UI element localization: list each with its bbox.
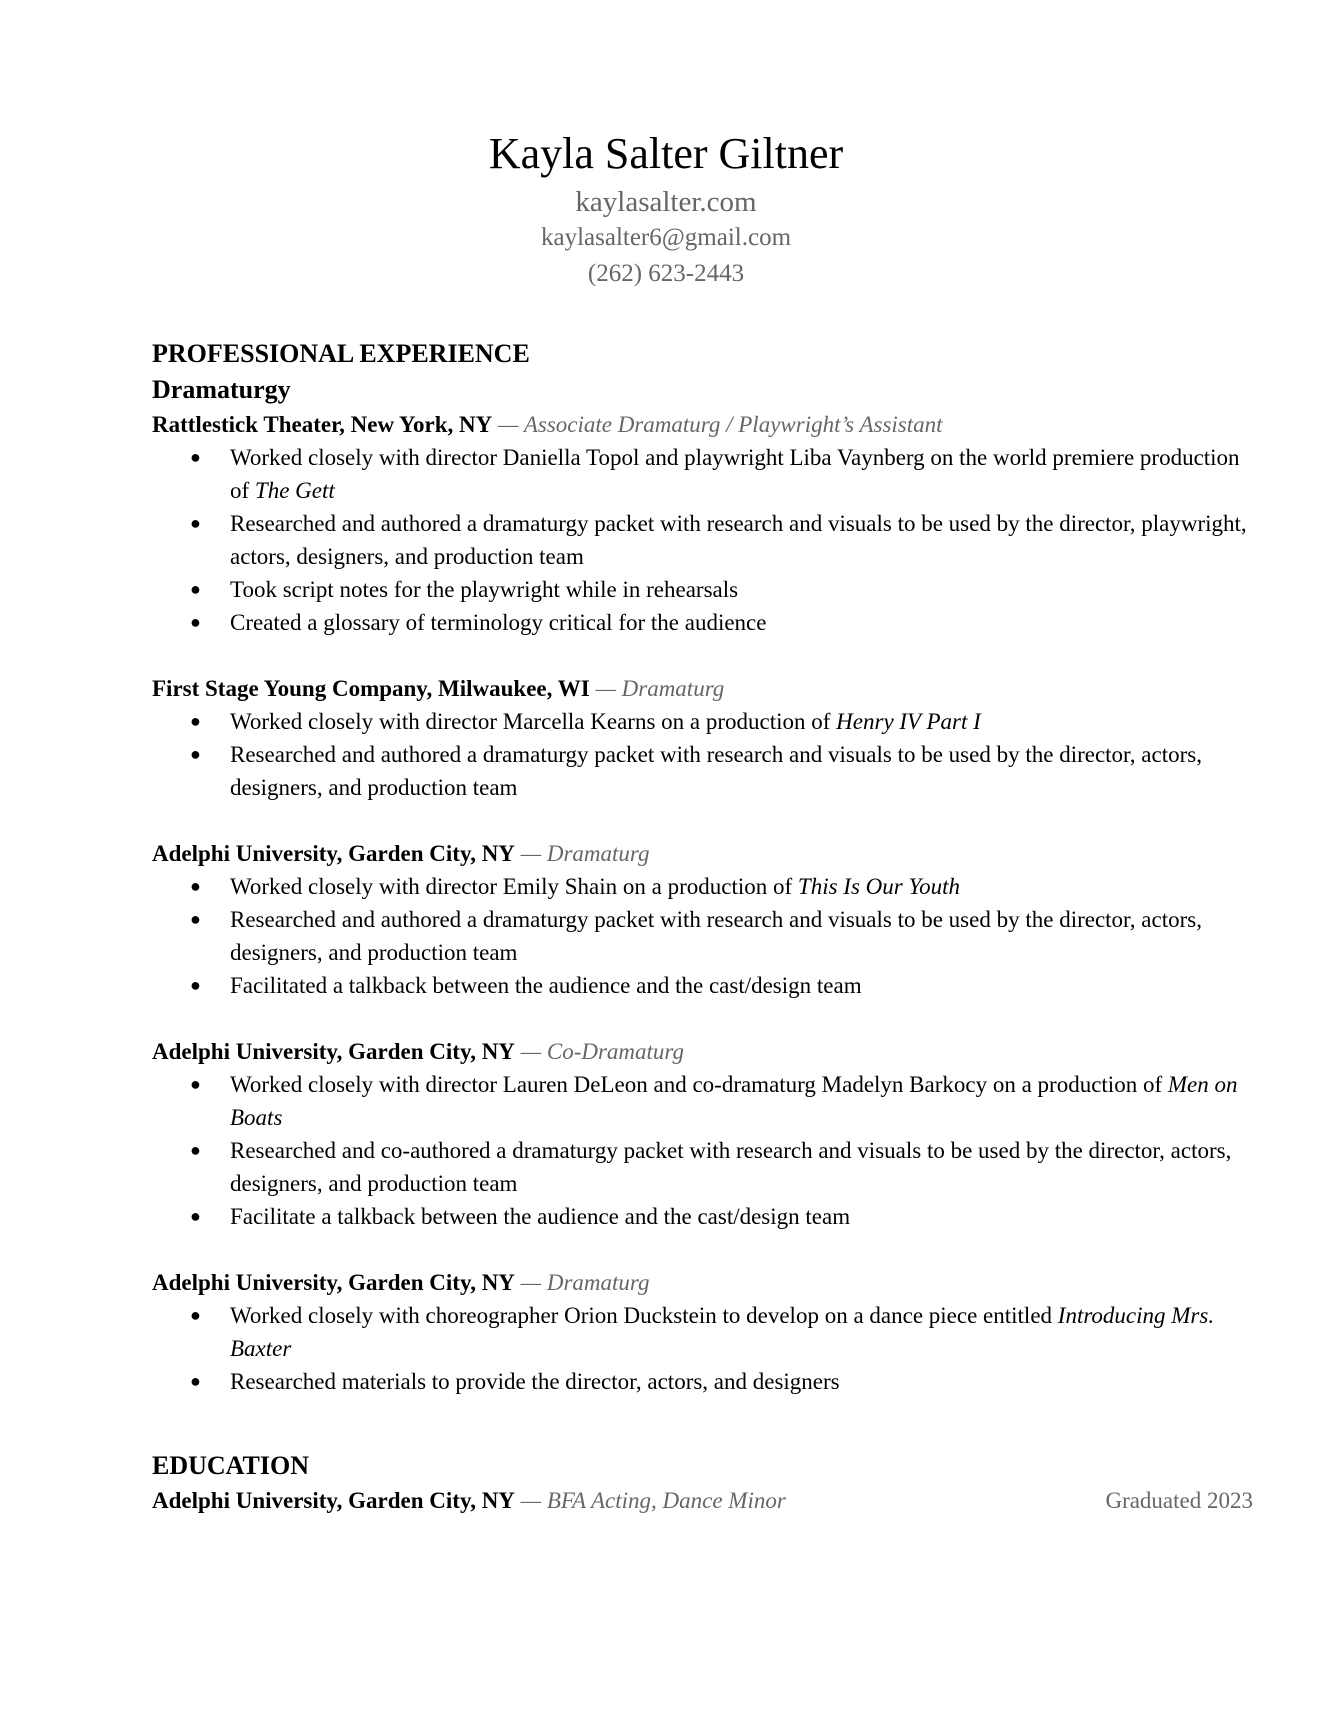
entry-bullet-list bbox=[152, 1068, 1252, 1233]
bullet-text: Researched and authored a dramaturgy packet with research and visuals to be used by the director, actors, designers, and production team bbox=[230, 742, 1202, 800]
subsection-title-dramaturgy: Dramaturgy bbox=[152, 375, 291, 404]
spacer bbox=[152, 1398, 1252, 1448]
bullet-text: Took script notes for the playwright while in rehearsals bbox=[230, 577, 739, 602]
spacer bbox=[152, 1002, 1252, 1035]
spacer bbox=[152, 804, 1252, 837]
experience-entry bbox=[152, 1035, 1252, 1233]
experience-entry bbox=[152, 1266, 1252, 1398]
production-title: Introducing Mrs. Baxter bbox=[230, 1303, 1215, 1361]
bullet-item bbox=[152, 1068, 1252, 1134]
entry-role: — Dramaturg bbox=[589, 676, 725, 701]
bullet-text: Worked closely with director Marcella Kearns on a production of bbox=[230, 709, 837, 734]
bullet-item bbox=[152, 1200, 1252, 1233]
bullet-item bbox=[152, 1134, 1252, 1200]
production-title: Men on Boats bbox=[230, 1072, 1238, 1130]
production-title: This Is Our Youth bbox=[797, 874, 961, 899]
bullet-text: Researched and authored a dramaturgy packet with research and visuals to be used by the director, playwright, actors, designers, and production team bbox=[230, 511, 1247, 569]
bullet-item bbox=[152, 903, 1252, 969]
bullet-item bbox=[152, 870, 1252, 903]
entry-role: — Dramaturg bbox=[514, 1270, 650, 1295]
section-title-experience: PROFESSIONAL EXPERIENCE bbox=[152, 339, 530, 368]
bullet-item bbox=[152, 738, 1252, 804]
entry-bullet-list bbox=[152, 441, 1252, 639]
entry-organization: Adelphi University, Garden City, NY bbox=[152, 1270, 515, 1295]
email-link[interactable]: kaylasalter6@gmail.com bbox=[540, 224, 792, 251]
bullet-text: Created a glossary of terminology critical for the audience bbox=[230, 610, 767, 635]
resume-header bbox=[0, 128, 1332, 292]
bullet-item bbox=[152, 1365, 1252, 1398]
bullet-text: Researched and authored a dramaturgy packet with research and visuals to be used by the director, actors, designers, and production team bbox=[230, 907, 1202, 965]
bullet-item bbox=[152, 705, 1252, 738]
bullet-text: Worked closely with director Daniella Topol and playwright Liba Vaynberg on the world premiere production of bbox=[230, 445, 1240, 503]
education-degree: — BFA Acting, Dance Minor bbox=[514, 1488, 786, 1513]
entry-role: — Dramaturg bbox=[514, 841, 650, 866]
experience-entry bbox=[152, 837, 1252, 1002]
entry-heading bbox=[152, 1266, 1252, 1299]
bullet-item bbox=[152, 507, 1252, 573]
bullet-item bbox=[152, 441, 1252, 507]
entry-organization: First Stage Young Company, Milwaukee, WI bbox=[152, 676, 590, 701]
bullet-text: Researched and co-authored a dramaturgy packet with research and visuals to be used by the director, actors, designers, and production team bbox=[230, 1138, 1232, 1196]
education-entry bbox=[152, 1484, 1252, 1517]
entry-bullet-list bbox=[152, 1299, 1252, 1398]
bullet-text: Facilitate a talkback between the audience and the cast/design team bbox=[230, 1204, 851, 1229]
experience-entry bbox=[152, 408, 1252, 639]
entry-organization: Adelphi University, Garden City, NY bbox=[152, 841, 515, 866]
entry-role: — Co-Dramaturg bbox=[514, 1039, 685, 1064]
resume-body bbox=[152, 336, 1252, 1517]
entry-bullet-list bbox=[152, 705, 1252, 804]
candidate-name: Kayla Salter Giltner bbox=[488, 129, 844, 178]
bullet-item bbox=[152, 969, 1252, 1002]
entry-role: — Associate Dramaturg / Playwright’s Assistant bbox=[492, 412, 943, 437]
production-title: Henry IV Part I bbox=[836, 709, 981, 734]
production-title: The Gett bbox=[254, 478, 335, 503]
entry-organization: Rattlestick Theater, New York, NY bbox=[152, 412, 493, 437]
phone-number: (262) 623-2443 bbox=[587, 260, 745, 287]
entry-bullet-list bbox=[152, 870, 1252, 1002]
bullet-text: Researched materials to provide the director, actors, and designers bbox=[230, 1369, 840, 1394]
education-institution: Adelphi University, Garden City, NY bbox=[152, 1488, 515, 1513]
graduation-date: Graduated 2023 bbox=[1105, 1488, 1253, 1513]
bullet-item bbox=[152, 606, 1252, 639]
entry-heading bbox=[152, 672, 1252, 705]
website-link[interactable]: kaylasalter.com bbox=[575, 186, 757, 218]
bullet-item bbox=[152, 573, 1252, 606]
section-title-education: EDUCATION bbox=[152, 1451, 309, 1480]
entry-heading bbox=[152, 1035, 1252, 1068]
entry-heading bbox=[152, 837, 1252, 870]
bullet-text: Worked closely with choreographer Orion Duckstein to develop on a dance piece entitled bbox=[230, 1303, 1058, 1328]
spacer bbox=[152, 639, 1252, 672]
bullet-text: Worked closely with director Lauren DeLeon and co-dramaturg Madelyn Barkocy on a production of bbox=[230, 1072, 1168, 1097]
entry-organization: Adelphi University, Garden City, NY bbox=[152, 1039, 515, 1064]
bullet-item bbox=[152, 1299, 1252, 1365]
spacer bbox=[152, 1233, 1252, 1266]
experience-entry bbox=[152, 672, 1252, 804]
bullet-text: Worked closely with director Emily Shain on a production of bbox=[230, 874, 798, 899]
entry-heading bbox=[152, 408, 1252, 441]
bullet-text: Facilitated a talkback between the audience and the cast/design team bbox=[230, 973, 862, 998]
